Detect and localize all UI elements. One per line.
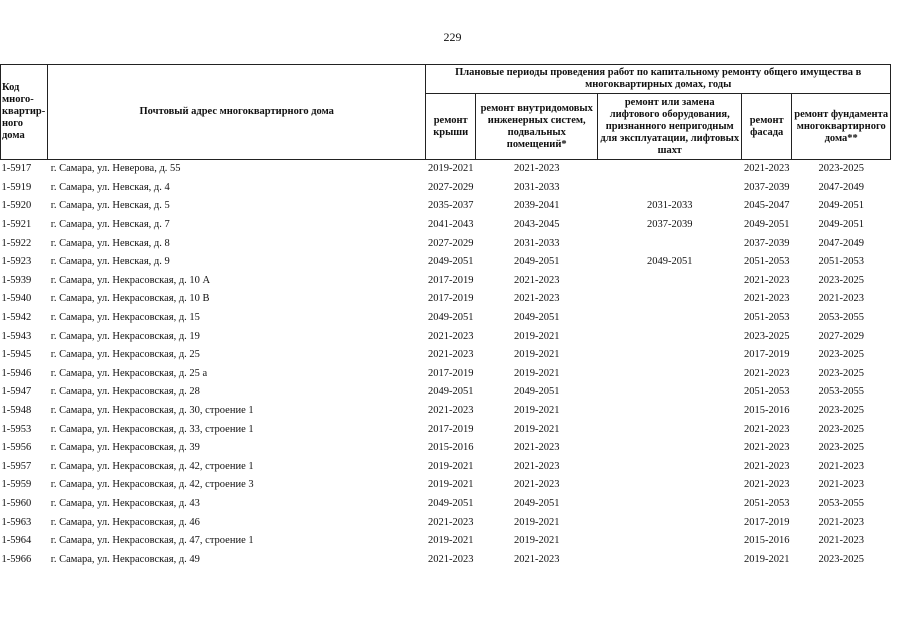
- cell-roof: 2019-2021: [427, 163, 474, 175]
- table-row: [1, 309, 891, 328]
- cell-code: 1-5921: [1, 219, 32, 231]
- cell-elevator: [598, 495, 742, 514]
- table-row: [1, 383, 891, 402]
- cell-address: г. Самара, ул. Некрасовская, д. 46: [50, 516, 200, 528]
- cell-elevator: [598, 272, 742, 291]
- cell-elevator: 2031-2033: [646, 200, 693, 212]
- cell-roof: 2021-2023: [427, 330, 474, 342]
- cell-elevator: [598, 550, 742, 569]
- table-row: [1, 550, 891, 569]
- cell-elevator: [598, 513, 742, 532]
- cell-foundation: 2053-2055: [818, 386, 864, 398]
- cell-address: г. Самара, ул. Некрасовская, д. 49: [50, 553, 200, 565]
- cell-facade: 2049-2051: [743, 219, 790, 231]
- cell-address: г. Самара, ул. Невская, д. 5: [50, 200, 170, 212]
- cell-address: г. Самара, ул. Некрасовская, д. 30, строение 1: [50, 405, 254, 417]
- header-facade: ремонт фасада: [742, 94, 792, 160]
- cell-address: г. Самара, ул. Невская, д. 8: [50, 237, 170, 249]
- cell-facade: 2051-2053: [743, 256, 790, 268]
- cell-systems: 2039-2041: [513, 200, 560, 212]
- header-code-line: дома: [2, 130, 25, 141]
- cell-roof: 2027-2029: [427, 181, 474, 193]
- cell-elevator: [598, 420, 742, 439]
- page-number: 229: [443, 30, 462, 44]
- header-code: [1, 65, 48, 160]
- cell-elevator: [598, 532, 742, 551]
- cell-facade: 2037-2039: [743, 181, 790, 193]
- cell-foundation: 2047-2049: [818, 181, 864, 193]
- cell-roof: 2049-2051: [427, 256, 474, 268]
- table-row: [1, 476, 891, 495]
- cell-code: 1-5919: [1, 181, 32, 193]
- cell-roof: 2017-2019: [427, 423, 474, 435]
- cell-foundation: 2053-2055: [818, 497, 864, 509]
- cell-facade: 2045-2047: [743, 200, 790, 212]
- cell-facade: 2019-2021: [743, 553, 790, 565]
- cell-code: 1-5963: [1, 516, 32, 528]
- cell-systems: 2049-2051: [513, 312, 560, 324]
- cell-systems: 2021-2023: [513, 442, 560, 454]
- header-code-line: ного: [2, 118, 24, 129]
- cell-roof: 2021-2023: [427, 349, 474, 361]
- cell-elevator: [598, 160, 742, 179]
- cell-elevator: [598, 234, 742, 253]
- cell-elevator: [598, 458, 742, 477]
- cell-facade: 2037-2039: [743, 237, 790, 249]
- cell-code: 1-5945: [1, 349, 32, 361]
- header-roof: ремонт крыши: [426, 94, 476, 160]
- cell-roof: 2035-2037: [427, 200, 474, 212]
- cell-foundation: 2021-2023: [818, 460, 864, 472]
- table-header: [1, 65, 891, 160]
- cell-foundation: 2023-2025: [818, 405, 864, 417]
- cell-elevator: [598, 383, 742, 402]
- cell-code: 1-5939: [1, 274, 32, 286]
- cell-facade: 2021-2023: [743, 479, 790, 491]
- cell-systems: 2021-2023: [513, 293, 560, 305]
- cell-code: 1-5920: [1, 200, 32, 212]
- cell-foundation: 2051-2053: [818, 256, 864, 268]
- cell-address: г. Самара, ул. Невская, д. 9: [50, 256, 170, 268]
- table-row: [1, 495, 891, 514]
- table-row: [1, 402, 891, 421]
- header-code-line: квартир-: [2, 106, 46, 117]
- cell-facade: 2051-2053: [743, 312, 790, 324]
- cell-systems: 2019-2021: [513, 405, 560, 417]
- cell-roof: 2017-2019: [427, 293, 474, 305]
- table-row: [1, 439, 891, 458]
- table-row: [1, 458, 891, 477]
- cell-roof: 2049-2051: [427, 497, 474, 509]
- cell-foundation: 2053-2055: [818, 312, 864, 324]
- cell-elevator: [598, 290, 742, 309]
- cell-code: 1-5943: [1, 330, 32, 342]
- cell-code: 1-5922: [1, 237, 32, 249]
- cell-elevator: [598, 439, 742, 458]
- header-address: Почтовый адрес многоквартирного дома: [48, 65, 426, 160]
- cell-systems: 2049-2051: [513, 386, 560, 398]
- table-row: [1, 160, 891, 179]
- cell-facade: 2051-2053: [743, 497, 790, 509]
- table-row: [1, 253, 891, 272]
- cell-roof: 2049-2051: [427, 312, 474, 324]
- cell-systems: 2021-2023: [513, 553, 560, 565]
- cell-foundation: 2023-2025: [818, 163, 864, 175]
- cell-foundation: 2023-2025: [818, 423, 864, 435]
- cell-address: г. Самара, ул. Некрасовская, д. 42, строение 3: [50, 479, 254, 491]
- cell-foundation: 2021-2023: [818, 535, 864, 547]
- cell-address: г. Самара, ул. Некрасовская, д. 33, строение 1: [50, 423, 254, 435]
- cell-roof: 2019-2021: [427, 535, 474, 547]
- table-row: [1, 216, 891, 235]
- cell-code: 1-5923: [1, 256, 32, 268]
- cell-address: г. Самара, ул. Некрасовская, д. 43: [50, 497, 200, 509]
- cell-systems: 2019-2021: [513, 516, 560, 528]
- cell-facade: 2051-2053: [743, 386, 790, 398]
- cell-foundation: 2021-2023: [818, 293, 864, 305]
- cell-roof: 2021-2023: [427, 553, 474, 565]
- header-elevator: ремонт или замена лифтового оборудования, признанного непригодным для эксплуатации, лифтовых шахт: [598, 94, 742, 160]
- cell-foundation: 2023-2025: [818, 553, 864, 565]
- cell-address: г. Самара, ул. Некрасовская, д. 10 А: [50, 274, 211, 286]
- cell-address: г. Самара, ул. Некрасовская, д. 42, строение 1: [50, 460, 254, 472]
- cell-systems: 2019-2021: [513, 330, 560, 342]
- cell-elevator: [598, 309, 742, 328]
- cell-code: 1-5953: [1, 423, 32, 435]
- cell-elevator: [598, 346, 742, 365]
- cell-facade: 2023-2025: [743, 330, 790, 342]
- cell-address: г. Самара, ул. Некрасовская, д. 19: [50, 330, 200, 342]
- cell-facade: 2021-2023: [743, 293, 790, 305]
- cell-code: 1-5917: [1, 163, 32, 175]
- cell-code: 1-5960: [1, 497, 32, 509]
- cell-code: 1-5966: [1, 553, 32, 565]
- cell-roof: 2027-2029: [427, 237, 474, 249]
- cell-elevator: [598, 179, 742, 198]
- cell-foundation: 2021-2023: [818, 516, 864, 528]
- cell-facade: 2021-2023: [743, 274, 790, 286]
- cell-facade: 2015-2016: [743, 535, 790, 547]
- table-body: [1, 160, 891, 570]
- cell-facade: 2017-2019: [743, 349, 790, 361]
- cell-facade: 2021-2023: [743, 423, 790, 435]
- table-row: [1, 179, 891, 198]
- cell-foundation: 2023-2025: [818, 442, 864, 454]
- cell-systems: 2021-2023: [513, 163, 560, 175]
- cell-facade: 2021-2023: [743, 460, 790, 472]
- cell-facade: 2021-2023: [743, 442, 790, 454]
- cell-elevator: [598, 327, 742, 346]
- cell-address: г. Самара, ул. Некрасовская, д. 25 а: [50, 367, 208, 379]
- cell-code: 1-5942: [1, 312, 32, 324]
- cell-foundation: 2049-2051: [818, 219, 864, 231]
- table-row: [1, 365, 891, 384]
- cell-foundation: 2021-2023: [818, 479, 864, 491]
- cell-address: г. Самара, ул. Некрасовская, д. 25: [50, 349, 200, 361]
- cell-systems: 2019-2021: [513, 423, 560, 435]
- cell-address: г. Самара, ул. Некрасовская, д. 28: [50, 386, 200, 398]
- cell-code: 1-5948: [1, 405, 32, 417]
- header-code-line: много-: [2, 94, 34, 105]
- cell-elevator: 2049-2051: [646, 256, 693, 268]
- cell-roof: 2019-2021: [427, 460, 474, 472]
- cell-systems: 2019-2021: [513, 349, 560, 361]
- cell-systems: 2049-2051: [513, 256, 560, 268]
- header-foundation: ремонт фундамента многоквартирного дома**: [792, 94, 891, 160]
- table-row: [1, 420, 891, 439]
- cell-foundation: 2023-2025: [818, 274, 864, 286]
- cell-facade: 2015-2016: [743, 405, 790, 417]
- table-row: [1, 290, 891, 309]
- cell-roof: 2021-2023: [427, 405, 474, 417]
- cell-roof: 2017-2019: [427, 274, 474, 286]
- cell-systems: 2019-2021: [513, 367, 560, 379]
- cell-foundation: 2023-2025: [818, 367, 864, 379]
- cell-roof: 2017-2019: [427, 367, 474, 379]
- header-code-line: Код: [2, 82, 20, 93]
- cell-code: 1-5956: [1, 442, 32, 454]
- cell-systems: 2043-2045: [513, 219, 560, 231]
- cell-address: г. Самара, ул. Некрасовская, д. 10 В: [50, 293, 210, 305]
- cell-foundation: 2023-2025: [818, 349, 864, 361]
- cell-systems: 2031-2033: [513, 237, 560, 249]
- cell-code: 1-5947: [1, 386, 32, 398]
- cell-address: г. Самара, ул. Некрасовская, д. 47, строение 1: [50, 535, 254, 547]
- cell-systems: 2021-2023: [513, 479, 560, 491]
- cell-address: г. Самара, ул. Некрасовская, д. 39: [50, 442, 200, 454]
- cell-code: 1-5959: [1, 479, 32, 491]
- cell-foundation: 2049-2051: [818, 200, 864, 212]
- table-row: [1, 234, 891, 253]
- cell-elevator: [598, 365, 742, 384]
- table-row: [1, 513, 891, 532]
- cell-facade: 2021-2023: [743, 163, 790, 175]
- table-row: [1, 346, 891, 365]
- cell-systems: 2021-2023: [513, 460, 560, 472]
- table-row: [1, 327, 891, 346]
- cell-facade: 2021-2023: [743, 367, 790, 379]
- cell-code: 1-5940: [1, 293, 32, 305]
- header-systems: ремонт внутридомовых инженерных систем, подвальных помещений*: [476, 94, 598, 160]
- cell-address: г. Самара, ул. Некрасовская, д. 15: [50, 312, 200, 324]
- table-row: [1, 532, 891, 551]
- cell-address: г. Самара, ул. Невская, д. 7: [50, 219, 170, 231]
- cell-facade: 2017-2019: [743, 516, 790, 528]
- cell-elevator: [598, 402, 742, 421]
- cell-roof: 2019-2021: [427, 479, 474, 491]
- cell-elevator: 2037-2039: [646, 219, 693, 231]
- cell-elevator: [598, 476, 742, 495]
- cell-roof: 2041-2043: [427, 219, 474, 231]
- table-row: [1, 197, 891, 216]
- cell-code: 1-5964: [1, 535, 32, 547]
- cell-foundation: 2047-2049: [818, 237, 864, 249]
- cell-systems: 2049-2051: [513, 497, 560, 509]
- capital-repair-schedule-table: [0, 64, 891, 569]
- cell-systems: 2019-2021: [513, 535, 560, 547]
- cell-foundation: 2027-2029: [818, 330, 864, 342]
- cell-systems: 2031-2033: [513, 181, 560, 193]
- cell-address: г. Самара, ул. Неверова, д. 55: [50, 163, 181, 175]
- cell-code: 1-5946: [1, 367, 32, 379]
- header-periods-group: Плановые периоды проведения работ по капитальному ремонту общего имущества в многоквартирных домах, годы: [426, 65, 891, 94]
- cell-roof: 2015-2016: [427, 442, 474, 454]
- table-row: [1, 272, 891, 291]
- cell-systems: 2021-2023: [513, 274, 560, 286]
- cell-roof: 2049-2051: [427, 386, 474, 398]
- cell-roof: 2021-2023: [427, 516, 474, 528]
- cell-code: 1-5957: [1, 460, 32, 472]
- cell-address: г. Самара, ул. Невская, д. 4: [50, 181, 170, 193]
